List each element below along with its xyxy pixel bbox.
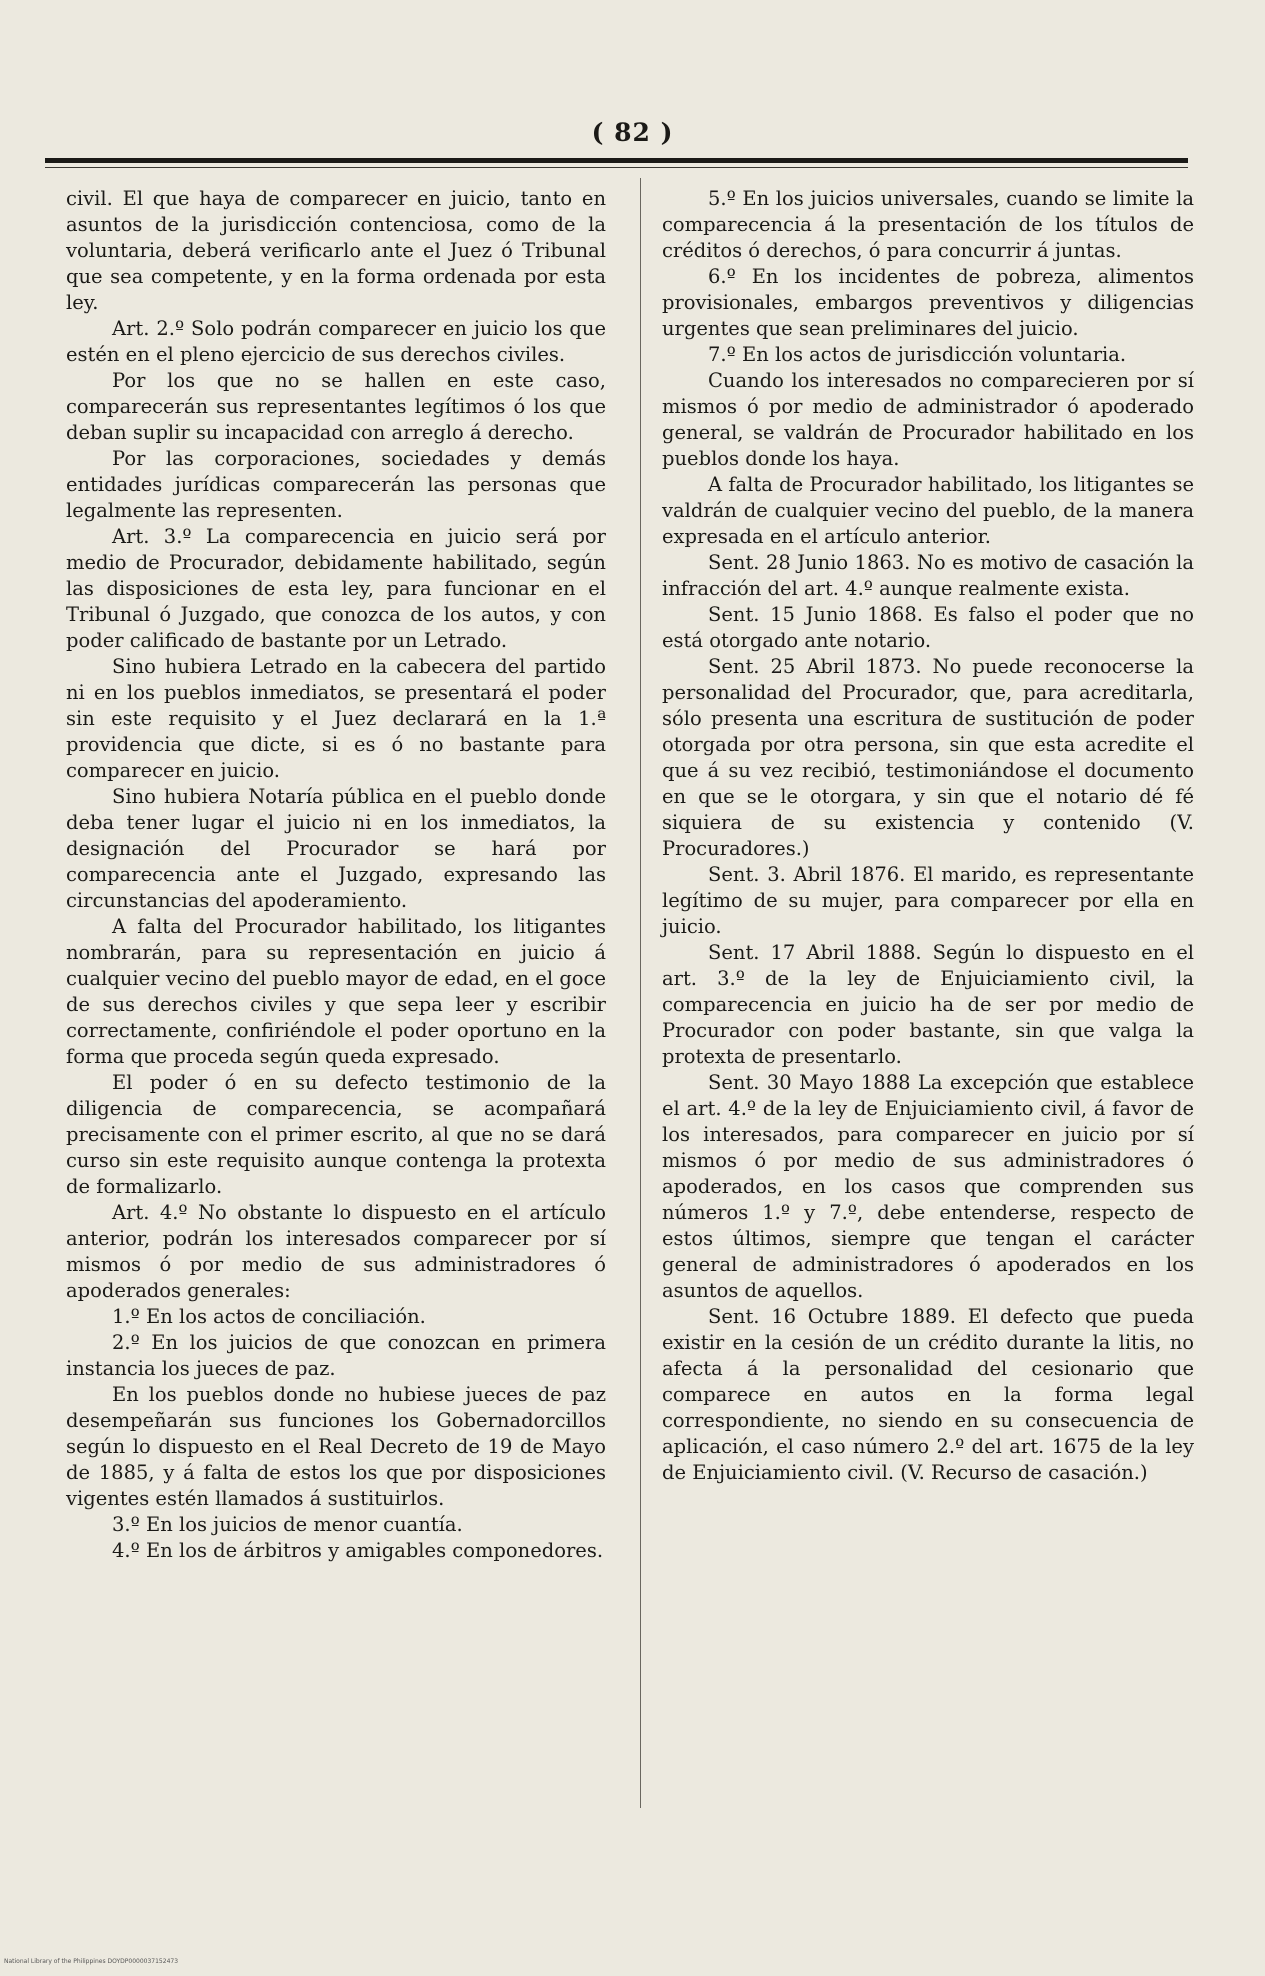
paragraph: Por las corporaciones, sociedades y demás entidades jurídicas comparecerán las personas que legalmente las representen. (66, 447, 606, 522)
paragraph: 6.º En los incidentes de pobreza, alimentos provisionales, embargos preventivos y diligencias urgentes que sean preliminares del juicio. (662, 265, 1194, 340)
paragraph: Por los que no se hallen en este caso, comparecerán sus representantes legítimos ó los que deban suplir su incapacidad con arreglo á derecho. (66, 369, 606, 444)
paragraph: El poder ó en su defecto testimonio de la diligencia de comparecencia, se acompañará precisamente con el primer escrito, al que no se dará curso sin este requisito aunque contenga la protexta de formalizarlo. (66, 1071, 606, 1198)
paragraph: civil. El que haya de comparecer en juicio, tanto en asuntos de la jurisdicción contenciosa, como de la voluntaria, deberá verificarlo ante el Juez ó Tribunal que sea competente, y en la forma ordenada por esta ley. (66, 187, 606, 314)
page-number: ( 82 ) (591, 118, 674, 147)
left-column (66, 186, 606, 1564)
paragraph: Art. 3.º La comparecencia en juicio será por medio de Procurador, debidamente habilitado, según las disposiciones de esta ley, para funcionar en el Tribunal ó Juzgado, que conozca de los autos, y con poder calificado de bastante por un Letrado. (66, 525, 606, 652)
paragraph: Sent. 28 Junio 1863. No es motivo de casación la infracción del art. 4.º aunque realmente exista. (662, 551, 1194, 600)
paragraph: Sent. 30 Mayo 1888 La excepción que establece el art. 4.º de la ley de Enjuiciamiento civil, á favor de los interesados, para comparecer en juicio por sí mismos ó por medio de sus administradores ó apoderados, en los casos que comprenden sus números 1.º y 7.º, debe entenderse, respecto de estos últimos, siempre que tengan el carácter general de administradores ó apoderados en los asuntos de aquellos. (662, 1071, 1194, 1302)
paragraph: Sent. 25 Abril 1873. No puede reconocerse la personalidad del Procurador, que, para acreditarla, sólo presenta una escritura de sustitución de poder otorgada por otra persona, sin que esta acredite el que á su vez recibió, testimoniándose el documento en que se le otorgara, y sin que el notario dé fé siquiera de su existencia y contenido (V. Procuradores.) (662, 655, 1194, 860)
paragraph: A falta de Procurador habilitado, los litigantes se valdrán de cualquier vecino del pueblo, de la manera expresada en el artículo anterior. (662, 473, 1194, 548)
right-column (662, 186, 1194, 1486)
paragraph: 3.º En los juicios de menor cuantía. (112, 1513, 463, 1536)
paragraph: A falta del Procurador habilitado, los litigantes nombrarán, para su representación en juicio á cualquier vecino del pueblo mayor de edad, en el goce de sus derechos civiles y que sepa leer y escribir correctamente, confiriéndole el poder oportuno en la forma que proceda según queda expresado. (66, 915, 606, 1068)
paragraph: 7.º En los actos de jurisdicción voluntaria. (708, 343, 1127, 366)
paragraph: Sent. 3. Abril 1876. El marido, es representante legítimo de su mujer, para comparecer por ella en juicio. (662, 863, 1194, 938)
paragraph: Sino hubiera Letrado en la cabecera del partido ni en los pueblos inmediatos, se presentará el poder sin este requisito y el Juez declarará en la 1.ª providencia que dicte, si es ó no bastante para comparecer en juicio. (66, 655, 606, 782)
paragraph: Art. 4.º No obstante lo dispuesto en el artículo anterior, podrán los interesados comparecer por sí mismos ó por medio de sus administradores ó apoderados generales: (66, 1201, 606, 1302)
paragraph: 5.º En los juicios universales, cuando se limite la comparecencia á la presentación de los títulos de créditos ó derechos, ó para concurrir á juntas. (662, 187, 1194, 262)
paragraph: Cuando los interesados no comparecieren por sí mismos ó por medio de administrador ó apoderado general, se valdrán de Procurador habilitado en los pueblos donde los haya. (662, 369, 1194, 470)
paragraph: Sent. 16 Octubre 1889. El defecto que pueda existir en la cesión de un crédito durante la litis, no afecta á la personalidad del cesionario que comparece en autos en la forma legal correspondiente, no siendo en su consecuencia de aplicación, el caso número 2.º del art. 1675 de la ley de Enjuiciamiento civil. (V. Recurso de casación.) (662, 1305, 1194, 1484)
paragraph: Sent. 17 Abril 1888. Según lo dispuesto en el art. 3.º de la ley de Enjuiciamiento civil, la comparecencia en juicio ha de ser por medio de Procurador con poder bastante, sin que valga la protexta de presentarlo. (662, 941, 1194, 1068)
header-rule-thin (45, 167, 1188, 168)
paragraph: En los pueblos donde no hubiese jueces de paz desempeñarán sus funciones los Gobernadorcillos según lo dispuesto en el Real Decreto de 19 de Mayo de 1885, y á falta de estos los que por disposiciones vigentes estén llamados á sustituirlos. (66, 1383, 606, 1510)
paragraph: Art. 2.º Solo podrán comparecer en juicio los que estén en el pleno ejercicio de sus derechos civiles. (66, 317, 606, 366)
scan-footer: National Library of the Philippines DOYDP0000037152473 (4, 1958, 179, 1965)
paragraph: 2.º En los juicios de que conozcan en primera instancia los jueces de paz. (66, 1331, 606, 1380)
paragraph: Sent. 15 Junio 1868. Es falso el poder que no está otorgado ante notario. (662, 603, 1194, 652)
paragraph: 1.º En los actos de conciliación. (112, 1305, 426, 1328)
paragraph: Sino hubiera Notaría pública en el pueblo donde deba tener lugar el juicio ni en los inmediatos, la designación del Procurador se hará por comparecencia ante el Juzgado, expresando las circunstancias del apoderamiento. (66, 785, 606, 912)
column-divider (640, 178, 641, 1808)
paragraph: 4.º En los de árbitros y amigables componedores. (112, 1539, 604, 1562)
header-rule (45, 158, 1188, 163)
